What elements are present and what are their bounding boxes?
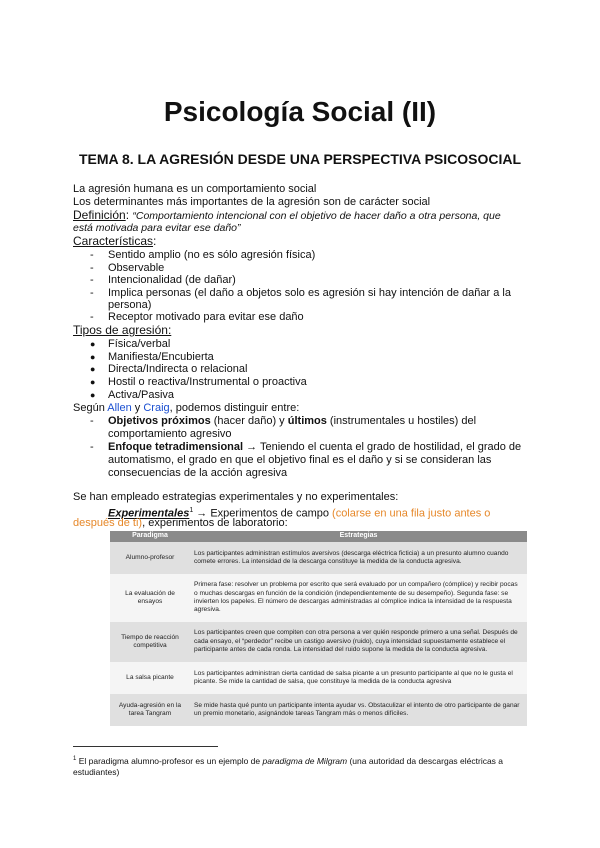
footnote-number: 1 [73,756,77,762]
footnote-post: (una autoridad da descargas eléctricas a estudiantes) [73,755,504,777]
definition-text-2: está motivada para evitar ese daño” [73,222,241,234]
footnote [73,754,528,778]
segun-pre: Según [73,402,108,414]
table-row [110,694,527,726]
paradigm-cell: La salsa picante [110,662,190,694]
definition-colon: : [125,208,130,222]
table-header-paradigma: Paradigma [110,531,190,542]
footnote-italic: paradigma de Milgram [262,755,348,766]
characteristics-colon: : [153,234,157,248]
strategy-cell: Los participantes creen que compiten con otra persona a ver quién responde primero a una señal. Después de cada ensayo, el “perdedor” recibe un castigo aversivo (ruido), cuya intensidad supuestamente establece el participante antes de cada ronda. La intensidad del ruido supone la medida de la conducta agresiva. [190,622,527,662]
paradigm-cell: La evaluación de ensayos [110,574,190,622]
ultimos-bold: últimos [287,415,327,427]
page-title: Psicología Social (II) [163,96,437,127]
bullet-icon: ● [90,364,96,374]
definition-text-1: “Comportamiento intencional con el objetivo de hacer daño a otra persona, que [132,210,501,222]
enfoque-rest: → Teniendo el cuenta el grado de hostilidad, el grado de [243,441,522,453]
type-item: Manifiesta/Encubierta [108,351,214,363]
definition-label: Definición [73,208,126,222]
characteristic-item: Sentido amplio (no es sólo agresión física) [108,249,316,261]
enfoque-line-1 [108,441,521,454]
bullet-icon: ● [90,352,96,362]
type-item: Hostil o reactiva/Instrumental o proactiva [108,376,307,388]
table-row [110,622,527,662]
footnote-divider [73,746,218,747]
proximos-line-2: comportamiento agresivo [108,428,232,440]
author-link-craig[interactable]: Craig [143,402,170,414]
segun-post: , podemos distinguir entre: [169,402,300,414]
strategy-cell: Los participantes administran estímulos aversivos (descarga eléctrica ficticia) a un presunto alumno cuando comete errores. La intensidad de la descarga constituye la medida de la conducta agresiva. [190,542,527,574]
proximos-mid: (hacer daño) y [210,415,288,427]
strategies-intro: Se han empleado estrategias experimentales y no experimentales: [73,491,399,503]
paradigms-table [110,531,527,726]
type-item: Directa/Indirecta o relacional [108,363,248,375]
type-item: Física/verbal [108,338,171,350]
definition-line [73,209,501,223]
table-header-estrategias: Estrategias [190,531,527,542]
intro-line-2: Los determinantes más importantes de la agresión son de carácter social [73,196,431,208]
table-row [110,574,527,622]
proximos-rest: (instrumentales u hostiles) del [326,415,477,427]
characteristics-label: Características [73,234,154,248]
enfoque-line-3: consecuencias de la acción agresiva [108,467,288,479]
experimental-mid: → Experimentos de campo [193,507,333,520]
characteristic-item: Intencionalidad (de dañar) [108,274,236,286]
types-heading: Tipos de agresión: [73,323,172,337]
paradigm-cell: Tiempo de reacción competitiva [110,622,190,662]
bullet-icon: ● [90,377,96,387]
experimental-line-2 [73,517,288,530]
strategy-cell: Primera fase: resolver un problema por escrito que será evaluado por un compañero (cómplice) y recibir pocas o muchas descargas en función de la condición (independientemente de su desempeño). Segunda fase: se invierten los papeles. El número de descargas administradas al cómplice indica la intensidad de la respuesta agresiva. [190,574,527,622]
paradigm-cell: Ayuda-agresión en la tarea Tangram [110,694,190,726]
footnote-ref: 1 [189,507,194,514]
type-item: Activa/Pasiva [108,389,175,401]
table-row [110,662,527,694]
characteristic-item: Observable [108,262,165,274]
field-example-2: después de ti) [73,517,143,529]
segun-and: y [131,402,144,414]
table-row [110,542,527,574]
author-link-allen[interactable]: Allen [107,402,132,414]
characteristic-item: Receptor motivado para evitar ese daño [108,311,304,323]
proximos-line-1 [108,415,526,428]
proximos-bold: Objetivos próximos [108,415,211,427]
experimental-bold: Experimentales [108,507,190,520]
intro-line-1: La agresión humana es un comportamiento social [73,183,317,195]
experimental-end: , experimentos de laboratorio: [142,517,288,529]
bullet-icon: ● [90,339,96,349]
strategy-cell: Se mide hasta qué punto un participante intenta ayudar vs. Obstaculizar el intento de otro participante de ganar un premio monetario, asignándole tareas Tangram más o menos difíciles. [190,694,527,726]
characteristics-heading [73,235,156,248]
chapter-heading: TEMA 8. LA AGRESIÓN DESDE UNA PERSPECTIVA PSICOSOCIAL [78,151,522,167]
strategy-cell: Los participantes administran cierta cantidad de salsa picante a un presunto participante al que no le gusta el picante. Se mide la cantidad de salsa, que constituye la medida de la conducta agresiva [190,662,527,694]
segun-line [73,402,299,415]
bullet-icon: ● [90,390,96,400]
footnote-pre: El paradigma alumno-profesor es un ejemplo de [76,755,263,766]
characteristic-item: Implica personas (el daño a objetos solo es agresión si hay intención de dañar a la [108,287,511,299]
enfoque-bold: Enfoque tetradimensional [108,441,244,453]
characteristic-item-cont: persona) [108,299,152,311]
field-example-1: (colarse en una fila justo antes o [332,507,491,520]
paradigm-cell: Alumno-profesor [110,542,190,574]
enfoque-line-2: automatismo, el grado en que el objetivo final es el daño y si se consideran las [108,454,492,466]
